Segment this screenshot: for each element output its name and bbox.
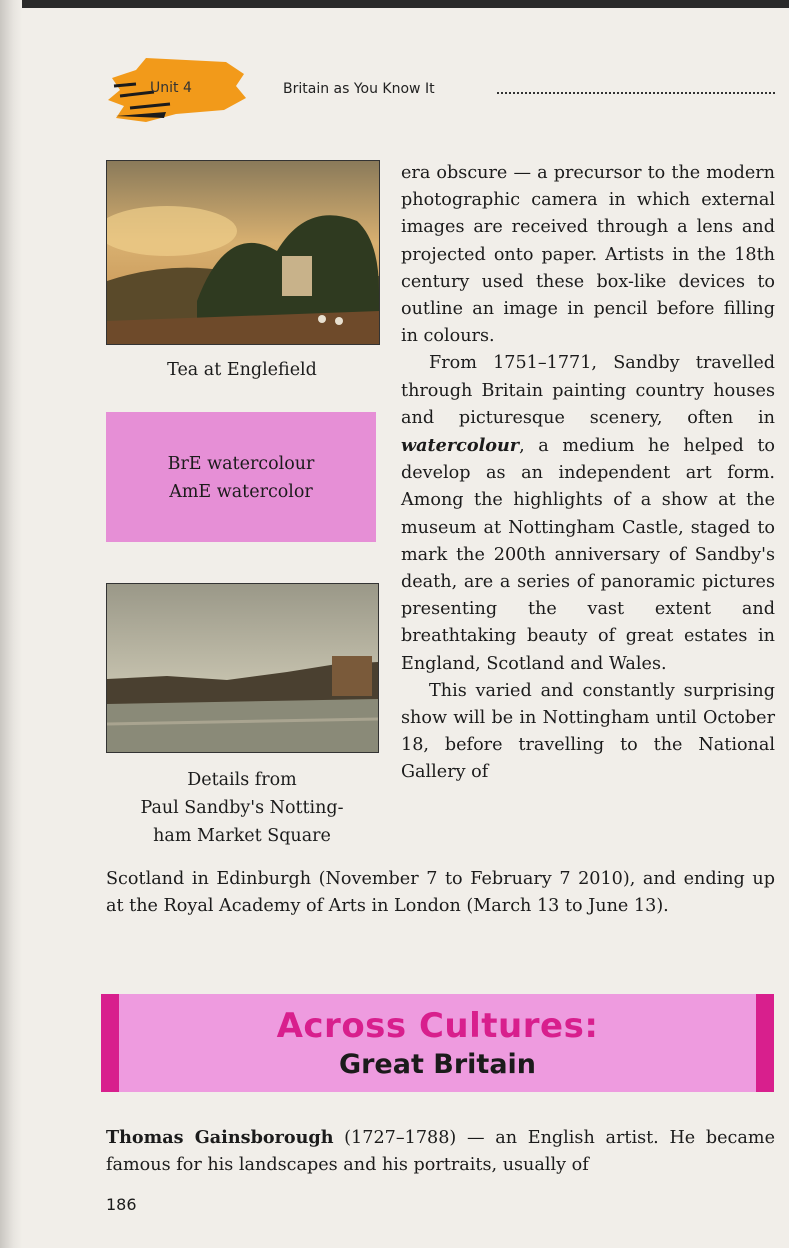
bre-spelling: BrE watercolour [167,454,315,474]
details-caption-line-1: Details from [187,770,297,790]
banner-title: Across Cultures: [276,1006,599,1046]
tea-at-englefield-caption: Tea at Englefield [167,360,317,380]
banner-subtitle: Great Britain [338,1049,537,1080]
page-number: 186 [106,1195,137,1214]
details-caption-line-3: ham Market Square [153,826,331,846]
article-paragraph-3-continued: Scotland in Edinburgh (November 7 to February 7 2010), and ending up at the Royal Academy of Arts in London (March 13 to June 13). [106,869,775,917]
across-cultures-banner [101,994,774,1092]
article-paragraph-1: era obscure — a precursor to the modern photographic camera in which external images are received through a lens and projected onto paper. Artists in the 18th century used these box-like devices to outline an image in pencil before filling in colours. [401,163,775,347]
gainsborough-name: Thomas Gainsborough [106,1127,334,1148]
top-edge [0,0,789,8]
details-caption [106,766,378,850]
header-title: Britain as You Know It [283,81,435,97]
spelling-note-box [106,412,376,542]
nottingham-market-square-painting [106,583,379,753]
watercolour-term: watercolour [401,435,520,457]
article-paragraph-3: This varied and constantly surprising show will be in Nottingham until October 18, before travelling to the National Gallery of [401,680,775,783]
article-column [401,160,775,787]
header-dotted-rule [497,92,775,94]
page-gutter [0,0,22,1248]
tea-at-englefield-painting [106,160,380,345]
p2-text-before: From 1751–1771, Sandby travelled through Britain painting country houses and picturesque scenery, often in [401,353,775,428]
article-paragraph-2 [401,350,775,677]
ame-spelling: AmE watercolor [169,482,313,502]
gainsborough-entry [106,1124,775,1179]
gainsborough-text: (1727–1788) — an English artist. He became famous for his landscapes and his portraits, usually of [106,1128,775,1176]
p2-text-after: , a medium he helped to develop as an independent art form. Among the highlights of a show at the museum at Nottingham Castle, staged to mark the 200th anniversary of Sandby's death, are a series of panoramic pictures presenting the vast extent and breathtaking beauty of great estates in England, Scotland and Wales. [401,436,775,674]
unit-label: Unit 4 [150,80,192,96]
details-caption-line-2: Paul Sandby's Notting- [140,798,344,818]
